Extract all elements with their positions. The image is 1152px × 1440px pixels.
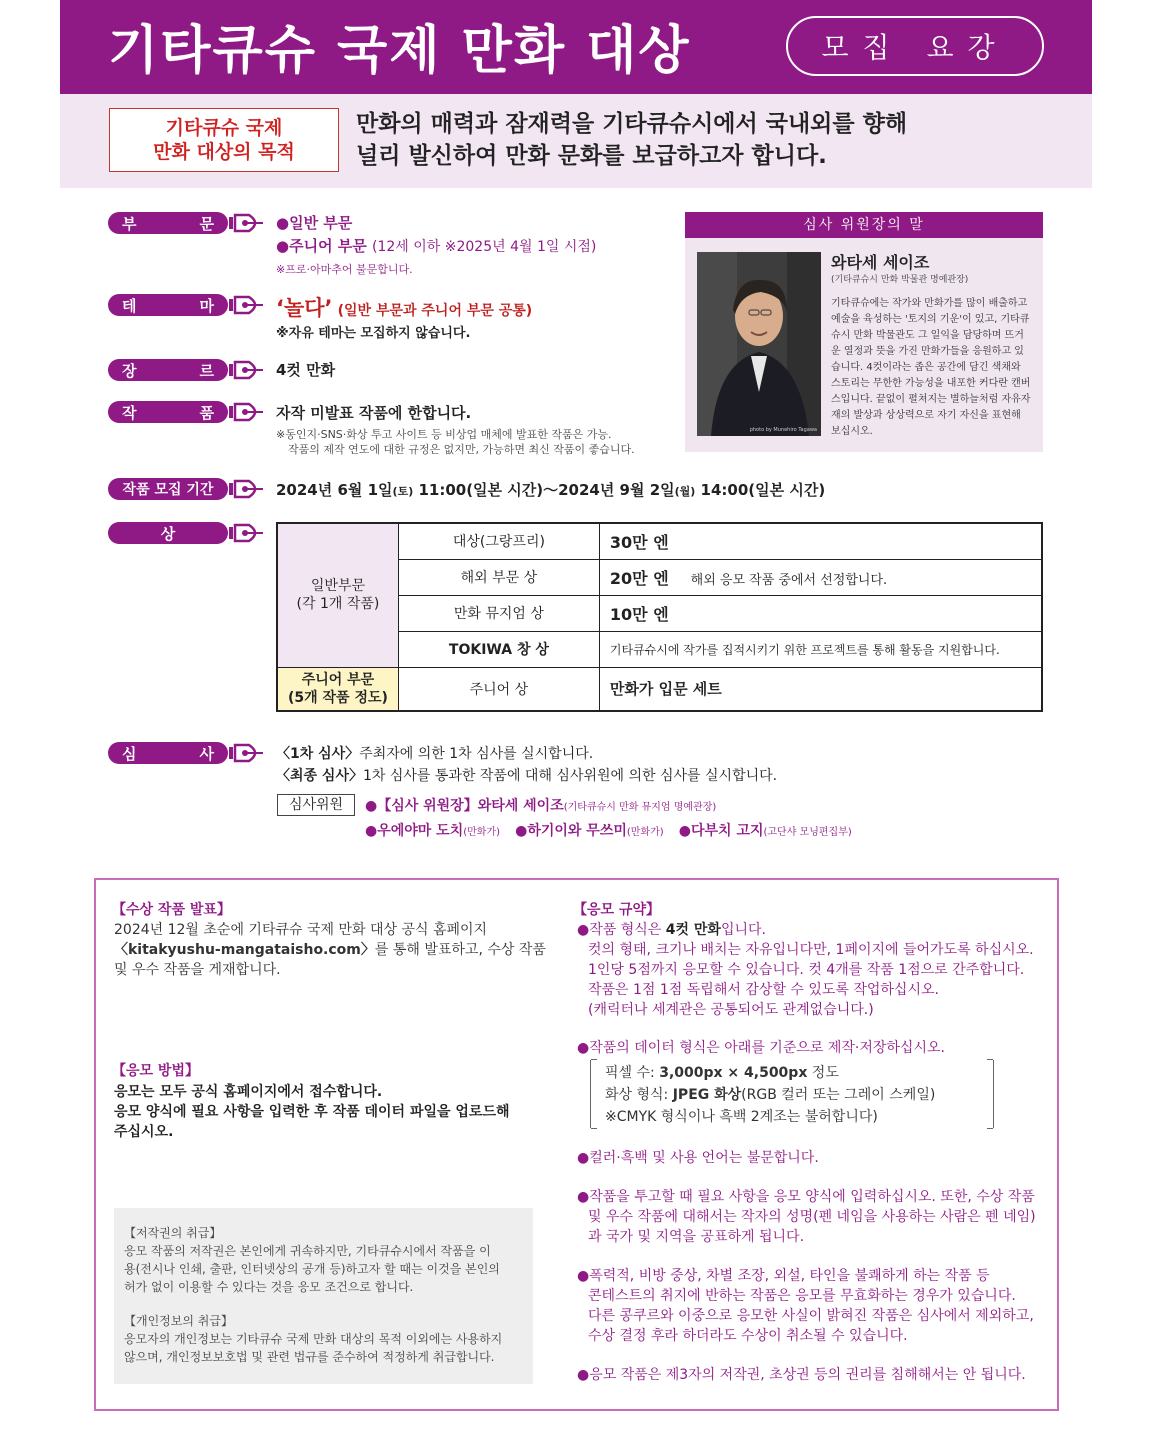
prize-name: 대상(그랑프리) [398,523,599,559]
junior-category-sub: (5개 작품 정도) [288,689,388,706]
rule-1-line: 작품은 1점 1점 독립해서 감상할 수 있도록 작업하십시오. [588,982,939,998]
spec-value: JPEG 화상 [672,1087,742,1103]
period-part: 2024년 6월 1일 [276,481,393,499]
label-char: 마 [199,296,214,315]
work-value: 자작 미발표 작품에 한합니다. [276,404,472,422]
judge-name-1: ●【심사 위원장】와타세 세이조 [365,798,564,814]
label-char: 품 [199,403,214,422]
table-row [277,523,1042,559]
spec-label: 픽셀 수: [605,1065,660,1081]
table-row [277,667,1042,711]
privacy-text: 않으며, 개인정보보호법 및 관련 법규를 준수하여 적정하게 취급합니다. [124,1350,495,1364]
judge-1 [365,795,716,815]
method-line1: 응모는 모두 공식 홈페이지에서 접수합니다. [114,1084,383,1100]
copyright-text: 응모 작품의 저작권은 본인에게 귀속하지만, 기타큐슈시에서 작품을 이 [124,1244,491,1258]
prize-label: 상 [108,522,228,544]
genre-value: 4컷 만화 [276,361,336,379]
prize-amount [599,559,1042,595]
judge-photo [697,252,821,436]
pen-nib-icon [229,360,265,380]
category-junior: ●주니어 부문 [276,237,367,255]
period-label: 작품 모집 기간 [108,478,228,500]
section-label-judging [108,742,260,764]
judge-message: 기타큐슈에는 작가와 만화가를 많이 배출하고 예술을 육성하는 '토지의 기운'이 있고, 기타큐슈시 만화 박물관도 그 일익을 담당하며 뜨거운 열정과 뜻을 가진 만화가들을 응원하고 있습니다. 4컷이라는 좁은 공간에 담긴 색채와 스토리는 무한한 가능성을 내포한 커다란 캔버스입니다. 끝없이 펼쳐지는 별하늘처럼 자유자재의 발상과 상상력으로 자기 자신을 표현해 보십시오. [831,298,1031,437]
privacy-text: 응모자의 개인정보는 기타큐슈 국제 만화 대상의 목적 이외에는 사용하지 [124,1332,503,1346]
label-char: 심 [122,744,137,763]
prize-amount-text: 20만 엔 [609,568,669,588]
prize-name: 만화 뮤지엄 상 [398,595,599,631]
period-part: (월) [674,485,696,498]
rule-6: ●응모 작품은 제3자의 저작권, 초상권 등의 권리를 침해해서는 안 됩니다. [577,1367,1026,1383]
announce-line3: 및 우수 작품을 게재합니다. [114,962,281,978]
judge-note-4: (고단샤 모닝편집부) [763,827,852,838]
judge-note-2: (만화가) [463,827,501,838]
prize-name: 해외 부문 상 [398,559,599,595]
purpose-label [109,108,339,172]
theme-row [276,292,532,322]
category-junior-note: (12세 이하 ※2025년 4월 1일 시점) [372,239,597,255]
spec-suffix: 정도 [807,1065,839,1081]
rule-text: 입니다. [720,922,766,938]
page-title: 기타큐슈 국제 만화 대상 [108,21,691,81]
label-char: 사 [199,744,214,763]
prize-amount [599,523,1042,559]
rules-heading: 【응모 규약】 [573,902,660,918]
section-label-work [108,401,260,423]
prize-amount: 만화가 입문 세트 [599,667,1042,711]
judge-note-1: (기타큐슈시 만화 뮤지엄 명예관장) [563,802,717,813]
judging-tag: 〈최종 심사〉 [276,768,363,784]
spec-note: ※CMYK 형식이나 흑백 2계조는 불허합니다) [605,1109,878,1125]
judging-line1 [276,743,593,763]
judge-name: 와타세 세이조 [831,253,930,272]
work-note1: ※동인지·SNS·화상 투고 사이트 등 비상업 매체에 발표한 작품은 가능. [276,428,612,441]
period-value [276,479,825,500]
theme-note: (일반 부문과 주니어 부문 공통) [337,303,533,319]
pen-nib-icon [229,402,265,422]
judge-title: (기타큐슈시 만화 박물관 명예관장) [831,275,969,285]
purpose-text-line1: 만화의 매력과 잠재력을 기타큐슈시에서 국내외를 향해 [356,111,908,137]
judges-row-2 [365,820,852,840]
judging-text: 1차 심사를 통과한 작품에 대해 심사위원에 의한 심사를 실시합니다. [362,768,778,784]
label-char: 부 [122,214,137,233]
spec-pixels [605,1063,839,1083]
judge-name-3: ●하기이와 무쓰미 [515,823,627,839]
rule-1-line: (캐릭터나 세계관은 공통되어도 관계없습니다.) [588,1002,874,1018]
category-junior-row [276,235,596,256]
method-line2: 응모 양식에 필요 사항을 입력한 후 작품 데이터 파일을 업로드해 [114,1104,510,1120]
prize-note: 해외 응모 작품 중에서 선정합니다. [690,572,888,588]
general-category-cell [277,523,398,667]
judges-label: 심사위원 [277,794,355,816]
section-label-period [108,478,260,500]
junior-category-cell [277,667,398,711]
period-part: 11:00(일본 시간)～2024년 9월 2일 [413,481,675,499]
prize-name: TOKIWA 창 상 [398,631,599,667]
label-char: 르 [199,361,214,380]
prize-table [276,522,1043,712]
judging-tag: 〈1차 심사〉 [276,746,360,762]
spec-format [605,1085,935,1105]
category-general: ●일반 부문 [276,214,353,232]
general-category-sub: (각 1개 작품) [296,596,380,613]
period-part: 14:00(일본 시간) [695,481,826,499]
section-label-genre [108,359,260,381]
pen-nib-icon [229,479,265,499]
label-char: 작 [122,403,137,422]
announce-line1: 2024년 12월 초순에 기타큐슈 국제 만화 대상 공식 홈페이지 [114,922,488,938]
announce-line2-text: 를 통해 발표하고, 수상 작품 [374,942,546,958]
rule-emphasis: 4컷 만화 [665,922,721,938]
rule-4-line: 및 우수 작품에 대해서는 작자의 성명(펜 네임을 사용하는 사람은 펜 네임) [588,1209,1036,1225]
announce-url: 〈kitakyushu-mangataisho.com〉 [114,942,375,958]
judging-line2 [276,765,777,785]
judge-name-2: ●우에야마 도치 [365,823,464,839]
rule-2: ●작품의 데이터 형식은 아래를 기준으로 제작·저장하십시오. [577,1040,945,1056]
pen-nib-icon [229,295,265,315]
prize-amount [599,595,1042,631]
method-heading: 【응모 방법】 [112,1063,199,1079]
rule-5-line: 다른 콩쿠르와 이중으로 응모한 사실이 밝혀진 작품은 심사에서 제외하고, [588,1308,1034,1324]
category-note: ※프로·아마추어 불문합니다. [276,263,413,276]
judge-note-3: (만화가) [626,827,664,838]
copyright-text: 용(전시나 인쇄, 출판, 인터넷상의 공개 등)하고자 할 때는 이것을 본인의 [124,1262,500,1276]
rule-5-line: 수상 결정 후라 하더라도 수상이 취소될 수 있습니다. [588,1328,908,1344]
copyright-text: 허가 없이 이용할 수 있다는 것을 응모 조건으로 합니다. [124,1280,414,1294]
privacy-heading: 【개인정보의 취급】 [124,1314,233,1328]
prize-name: 주니어 상 [398,667,599,711]
judge-message-heading: 심사 위원장의 말 [685,212,1043,238]
rule-5-line: 콘테스트의 취지에 반하는 작품은 응모를 무효화하는 경우가 있습니다. [588,1288,1016,1304]
purpose-label-line1: 기타큐슈 국제 [165,117,283,139]
label-char: 테 [122,296,137,315]
spec-value: 3,000px × 4,500px [659,1065,808,1081]
spec-suffix: (RGB 컬러 또는 그레이 스케일) [741,1087,936,1103]
pen-nib-icon [229,523,265,543]
judging-text: 주최자에 의한 1차 심사를 실시합니다. [359,746,594,762]
announce-heading: 【수상 작품 발표】 [112,902,231,918]
junior-category-label: 주니어 부문 [301,671,375,688]
spec-label: 화상 형식: [605,1087,673,1103]
period-part: (토) [392,485,414,498]
portrait-image [697,252,821,436]
purpose-text-line2: 널리 발신하여 만화 문화를 보급하고자 합니다. [356,143,827,169]
legal-notes [114,1208,533,1384]
prize-amount-text: 10만 엔 [609,604,669,624]
rule-4-line: 과 국가 및 지역을 공표하게 됩니다. [588,1229,805,1245]
rule-text: ●작품 형식은 [577,922,666,938]
rule-1 [577,920,766,940]
pen-nib-icon [229,743,265,763]
purpose-label-line2: 만화 대상의 목적 [153,141,295,163]
announce-line2 [114,940,546,960]
rule-1-line: 컷의 형태, 크기나 배치는 자유입니다만, 1페이지에 들어가도록 하십시오. [588,942,1034,958]
theme-note2: ※자유 테마는 모집하지 않습니다. [276,326,471,341]
label-char: 문 [199,214,214,233]
section-label-prize [108,522,260,544]
prize-note: 기타큐슈시에 작가를 집적시키기 위한 프로젝트를 통해 활동을 지원합니다. [599,631,1042,667]
method-line3: 주십시오. [114,1124,174,1140]
section-label-theme [108,294,260,316]
theme-value: ‘놀다’ [276,296,333,320]
rule-5: ●폭력적, 비방 중상, 차별 조장, 외설, 타인을 불쾌하게 하는 작품 등 [577,1268,990,1284]
pen-nib-icon [229,213,265,233]
copyright-heading: 【저작권의 취급】 [124,1226,222,1240]
rule-1-line: 1인당 5점까지 응모할 수 있습니다. 컷 4개를 작품 1점으로 간주합니다. [588,962,1025,978]
work-note2: 작품의 제작 연도에 대한 규정은 없지만, 가능하면 최신 작품이 좋습니다. [288,443,635,456]
section-label-category [108,212,260,234]
photo-credit: photo by Munehiro Tagawa [749,427,817,433]
prize-amount-text: 30만 엔 [609,532,669,552]
label-char: 장 [122,361,137,380]
general-category-label: 일반부문 [310,578,365,595]
header-badge: 모집 요강 [786,16,1044,76]
rule-4: ●작품을 투고할 때 필요 사항을 응모 양식에 입력하십시오. 또한, 수상 작품 [577,1189,1035,1205]
purpose-text [356,108,907,172]
rule-3: ●컬러·흑백 및 사용 언어는 불문합니다. [577,1150,819,1166]
judge-name-4: ●다부치 고지 [678,823,764,839]
